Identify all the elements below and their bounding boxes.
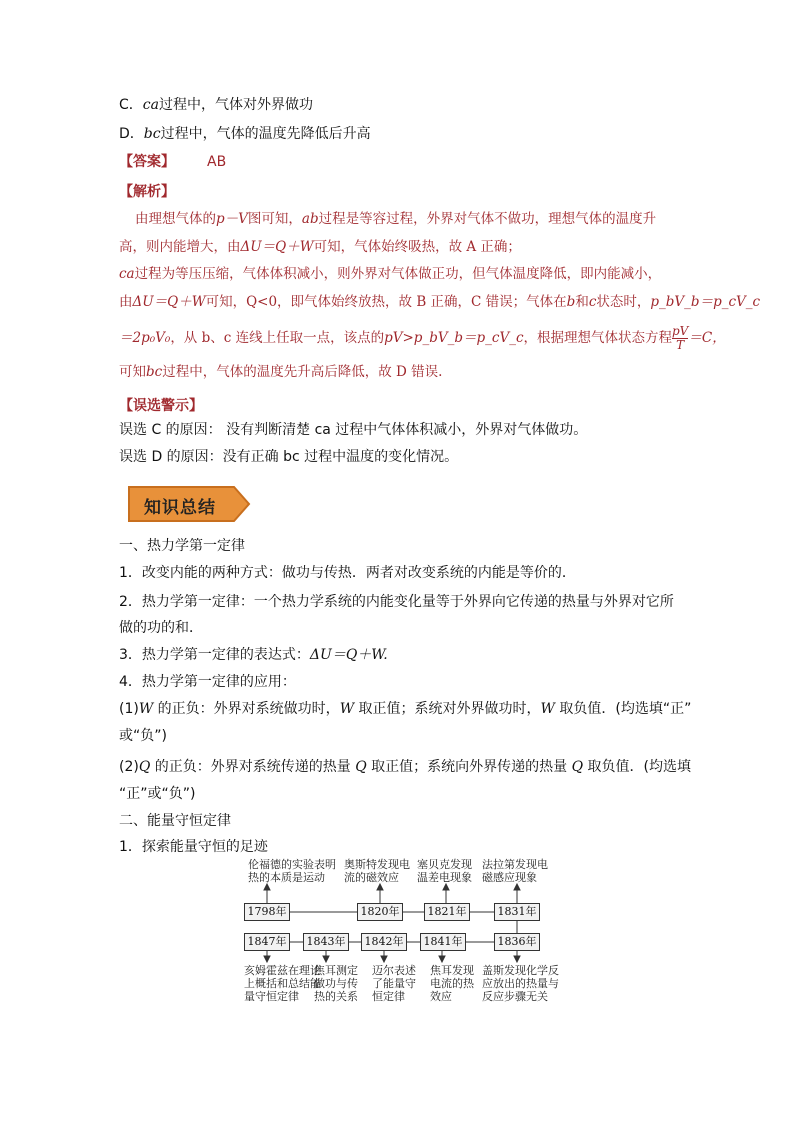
summary-text: 取负值．(均选填 <box>583 759 692 775</box>
summary-p4: 4．热力学第一定律的应用： <box>119 674 296 690</box>
analysis-math: bc <box>146 364 163 380</box>
analysis-math: ΔU＝Q＋W <box>132 294 206 310</box>
knowledge-summary-badge <box>126 484 252 524</box>
warning-label: 【误选警示】 <box>119 398 203 414</box>
timeline-year-box: 1836年 <box>494 933 540 951</box>
timeline-caption: 迈尔表述 了能量守 恒定律 <box>372 964 416 1003</box>
analysis-text: ，根据理想气体状态方程 <box>523 330 672 346</box>
option-c-text: 过程中，气体对外界做功 <box>158 97 313 113</box>
summary-math: W <box>540 701 555 717</box>
timeline-caption: 伦福德的实验表明 热的本质是运动 <box>248 858 336 884</box>
analysis-line-3 <box>119 264 661 284</box>
option-d <box>119 124 371 144</box>
answer-row <box>119 152 227 172</box>
analysis-line-1 <box>135 209 656 229</box>
summary-text: 取正值；系统对外界做功时， <box>354 701 541 717</box>
timeline-caption: 奥斯特发现电 流的磁效应 <box>344 858 410 884</box>
analysis-line-5 <box>119 325 726 352</box>
summary-heading-1: 一、热力学第一定律 <box>119 538 245 554</box>
analysis-text: 过程是等容过程，外界对气体不做功，理想气体的温度升 <box>318 211 657 227</box>
summary-p6 <box>119 757 691 777</box>
timeline-year-box: 1820年 <box>357 903 403 921</box>
summary-text: (1) <box>119 701 139 717</box>
option-c-letter: C． <box>119 97 143 113</box>
option-c <box>119 95 313 115</box>
timeline-caption: 亥姆霍兹在理论 上概括和总结能 量守恒定律 <box>244 964 321 1003</box>
analysis-math: b <box>566 294 576 310</box>
answer-value: AB <box>207 154 227 170</box>
analysis-text: 由 <box>119 294 133 310</box>
fraction-numerator: pV <box>672 324 689 338</box>
warning-d: 误选 D 的原因：没有正确 bc 过程中温度的变化情况。 <box>119 449 459 465</box>
answer-label: 【答案】 <box>119 154 175 170</box>
summary-p5e: 或“负”) <box>119 728 167 744</box>
summary-math: Q <box>355 759 367 775</box>
timeline-caption: 盖斯发现化学反 应放出的热量与 反应步骤无关 <box>482 964 559 1003</box>
timeline-caption: 塞贝克发现 温差电现象 <box>417 858 472 884</box>
analysis-math: pV>p_bV_b＝p_cV_c <box>384 330 524 346</box>
analysis-math: ＝2p₀V₀ <box>119 330 171 346</box>
fraction <box>672 325 688 352</box>
analysis-math: ca <box>119 266 135 282</box>
energy-conservation-timeline <box>240 858 560 1008</box>
summary-p2a: 2．热力学第一定律：一个热力学系统的内能变化量等于外界向它传递的热量与外界对它所 <box>119 594 674 610</box>
analysis-text: 可知 <box>119 364 146 380</box>
analysis-text: ，从 b、c 连线上任取一点，该点的 <box>170 330 385 346</box>
summary-text: 的正负：外界对系统传递的热量 <box>150 759 356 775</box>
summary-p6e: “正”或“负”) <box>119 786 196 802</box>
timeline-year-box: 1841年 <box>420 933 466 951</box>
timeline-year-box: 1843年 <box>303 933 349 951</box>
analysis-text: 过程中，气体的温度先升高后降低，故 D 错误. <box>162 364 443 380</box>
option-d-letter: D． <box>119 126 144 142</box>
analysis-math: c <box>588 294 597 310</box>
fraction-denominator: T <box>676 338 685 352</box>
summary-p1: 1．改变内能的两种方式：做功与传热．两者对改变系统的内能是等价的． <box>119 565 576 581</box>
warning-c: 误选 C 的原因： 没有判断清楚 ca 过程中气体体积减小，外界对气体做功。 <box>119 422 588 438</box>
summary-p5 <box>119 699 691 719</box>
summary-text: 3．热力学第一定律的表达式： <box>119 647 310 663</box>
timeline-year-box: 1831年 <box>494 903 540 921</box>
summary-math: W <box>339 701 355 717</box>
analysis-text: 由理想气体的 <box>135 211 216 227</box>
summary-text: 取正值；系统向外界传递的热量 <box>366 759 572 775</box>
summary-math: Q <box>571 759 584 775</box>
timeline-caption: 法拉第发现电 磁感应现象 <box>482 858 548 884</box>
timeline-caption: 焦耳测定 做功与传 热的关系 <box>314 964 358 1003</box>
analysis-text: 高，则内能增大，由 <box>119 239 241 255</box>
analysis-math: ＝C， <box>688 330 726 346</box>
analysis-math: p－V <box>216 211 248 227</box>
summary-math: ΔU＝Q＋W. <box>309 647 388 663</box>
option-c-math: ca <box>142 97 159 113</box>
timeline-year-box: 1821年 <box>424 903 470 921</box>
summary-p2b: 做的功的和． <box>119 620 203 636</box>
analysis-text: 过程为等压压缩，气体体积减小，则外界对气体做正功，但气体温度降低，即内能减小， <box>134 266 662 282</box>
analysis-label: 【解析】 <box>119 184 175 200</box>
summary-text: 取负值．(均选填“正” <box>554 701 692 717</box>
analysis-text: 可知，Q<0，即气体始终放热，故 B 正确，C 错误；气体在 <box>205 294 567 310</box>
analysis-math: p_bV_b＝p_cV_c <box>650 294 761 310</box>
warning-label-row <box>119 396 203 416</box>
analysis-line-6 <box>119 362 442 382</box>
badge-label: 知识总结 <box>144 498 216 518</box>
analysis-line-4 <box>119 292 760 312</box>
timeline-year-box: 1798年 <box>244 903 290 921</box>
analysis-line-2 <box>119 237 521 257</box>
summary-p3 <box>119 645 388 665</box>
timeline-caption: 焦耳发现 电流的热 效应 <box>430 964 474 1003</box>
analysis-text: 和 <box>575 294 589 310</box>
analysis-label-row <box>119 182 175 202</box>
summary-math: Q <box>138 759 151 775</box>
summary-math: W <box>138 701 154 717</box>
analysis-math: ΔU＝Q＋W <box>240 239 314 255</box>
analysis-text: 状态时， <box>596 294 651 310</box>
summary-text: (2) <box>119 759 139 775</box>
summary-p7: 1．探索能量守恒的足迹 <box>119 839 268 855</box>
analysis-text: 图可知， <box>247 211 302 227</box>
timeline-year-box: 1842年 <box>361 933 407 951</box>
summary-heading-2: 二、能量守恒定律 <box>119 813 231 829</box>
summary-text: 的正负：外界对系统做功时， <box>153 701 340 717</box>
analysis-text: 可知，气体始终吸热，故 A 正确； <box>313 239 521 255</box>
timeline-year-box: 1847年 <box>244 933 290 951</box>
option-d-text: 过程中，气体的温度先降低后升高 <box>160 126 371 142</box>
analysis-math: ab <box>301 211 319 227</box>
option-d-math: bc <box>143 126 161 142</box>
